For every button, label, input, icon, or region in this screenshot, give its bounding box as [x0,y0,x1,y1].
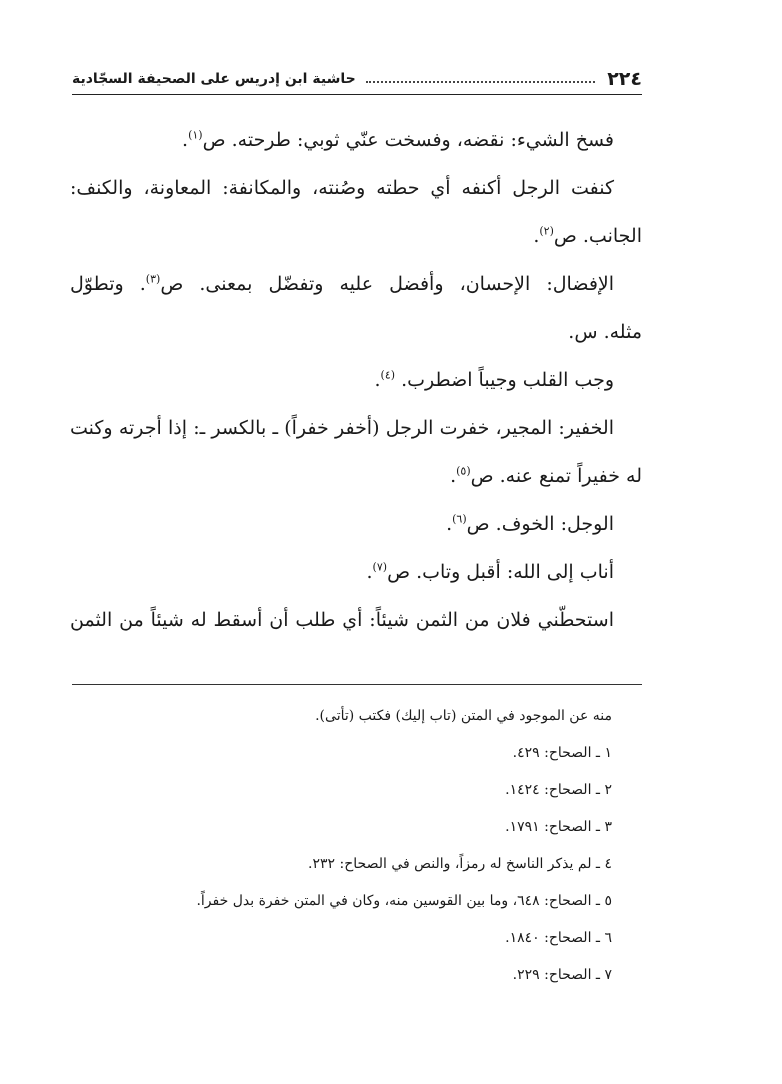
footnote-continuation: منه عن الموجود في المتن (تاب إليك) فكتب (تأتى). [315,708,612,724]
footnote-4: ٤ ـ لم يذكر الناسخ له رمزاً، والنص في الصحاح: ٢٣٢. [308,856,612,872]
footnote-separator [72,684,642,685]
footnote-ref: (٢) [539,224,554,238]
footnote-1: ١ ـ الصحاح: ٤٢٩. [512,745,612,761]
main-text [70,116,642,644]
entry-wajal: الوجل: الخوف. ص$^{(٦)}$. [446,512,614,535]
page-header [72,64,642,95]
footnote-5: ٥ ـ الصحاح: ٦٤٨، وما بين القوسين منه، وكان في المتن خفرة بدل خفراً. [196,893,612,909]
footnote-3: ٣ ـ الصحاح: ١٧٩١. [505,819,612,835]
entry-istahattani: استحطّني فلان من الثمن شيئاً: أي طلب أن أسقط له شيئاً من الثمن [70,609,614,631]
footnotes [70,698,642,994]
entry-faskh: فسخ الشيء: نقضه، وفسخت عنّي ثوبي: طرحته. ص$^{(١)}$. [182,128,614,151]
page-number: ٢٢٤ [607,68,642,90]
header-leader-dots [366,81,596,83]
entry-ifdal: الإفضال: الإحسان، وأفضل عليه وتفضّل بمعنى. ص$^{(٣)}$. وتطوّل [70,272,615,295]
footnote-2: ٢ ـ الصحاح: ١٤٢٤. [505,782,612,798]
entry-khafir: الخفير: المجير، خفرت الرجل (أخفر خفراً) ـ بالكسر ـ: إذا أجرته وكنت له خفيراً تمنع عنه. ص$^{(٥)}$. [70,417,642,487]
footnote-ref: (٣) [145,272,161,286]
entry-kanaf: كنفت الرجل أكنفه أي حطته وصُنته، والمكانفة: المعاونة، والكنف: الجانب. ص$^{(٢)}$. [70,177,642,247]
entry-ifdal-cont: مثله. س. [568,321,642,343]
footnote-ref: (٧) [372,560,388,574]
entry-anaba: أناب إلى الله: أقبل وتاب. ص$^{(٧)}$. [366,560,614,583]
footnote-ref: (٦) [452,512,467,526]
footnote-ref: (١) [188,128,203,142]
entry-wajab: وجب القلب وجيباً اضطرب. $^{(٤)}$. [374,368,614,391]
footnote-7: ٧ ـ الصحاح: ٢٢٩. [512,967,612,983]
footnote-ref: (٥) [456,464,471,478]
running-title: حاشية ابن إدريس على الصحيفة السجّادية [72,71,356,87]
footnote-ref: (٤) [380,368,396,382]
footnote-6: ٦ ـ الصحاح: ١٨٤٠. [505,930,612,946]
